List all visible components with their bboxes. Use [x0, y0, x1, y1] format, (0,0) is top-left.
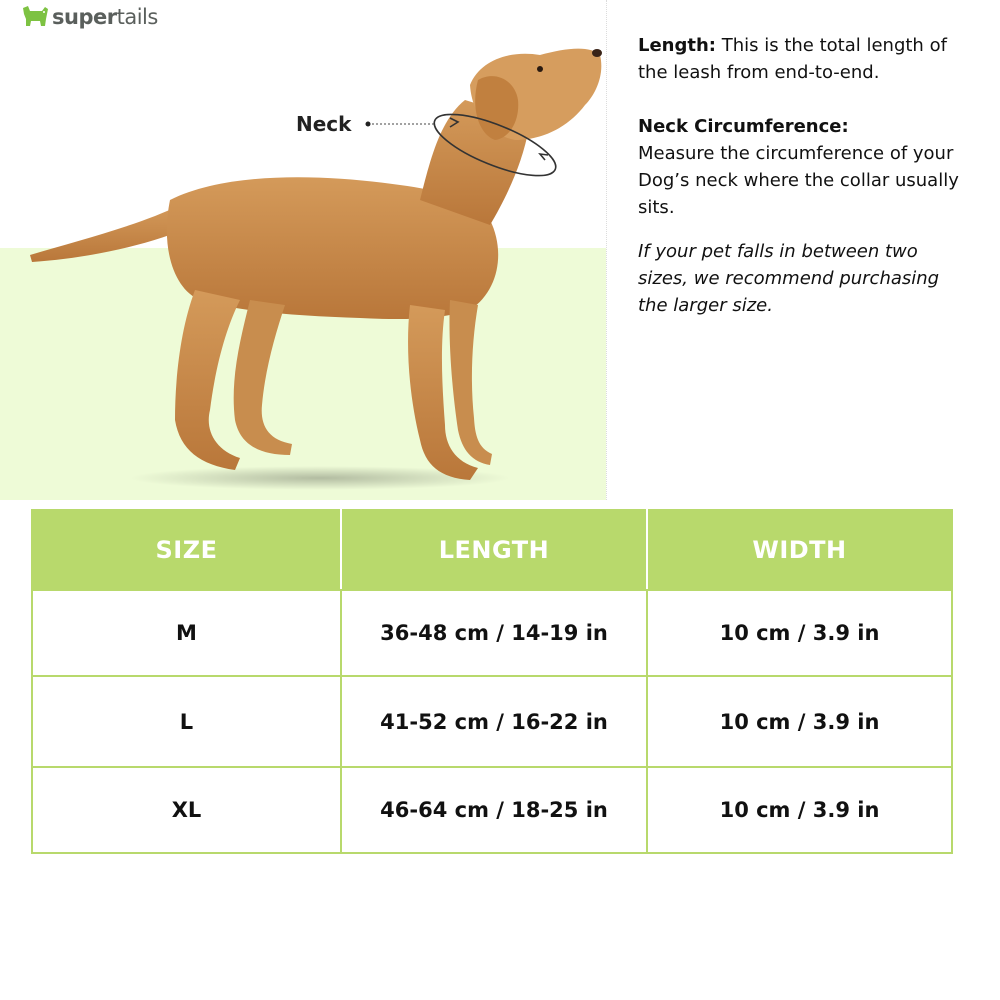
cell-size: L: [32, 676, 341, 767]
table-row: [32, 767, 952, 853]
cell-size: XL: [32, 767, 341, 853]
logo-text-tails: tails: [116, 4, 158, 29]
size-chart-table: [31, 509, 953, 854]
neck-circumference-label: Neck Circumference:: [638, 116, 849, 137]
header-length: LENGTH: [341, 510, 647, 590]
table-row: [32, 676, 952, 767]
table-row: [32, 590, 952, 676]
table-header-row: [32, 510, 952, 590]
info-panel: [638, 32, 968, 319]
length-label: Length:: [638, 35, 716, 56]
cell-size: M: [32, 590, 341, 676]
header-size: SIZE: [32, 510, 341, 590]
neck-circumference-text: Measure the circumference of your Dog’s neck where the collar usually sits.: [638, 143, 959, 218]
cell-width: 10 cm / 3.9 in: [647, 676, 952, 767]
neck-description: [638, 113, 968, 140]
cell-width: 10 cm / 3.9 in: [647, 590, 952, 676]
cell-length: 41-52 cm / 16-22 in: [341, 676, 647, 767]
sizing-note: If your pet falls in between two sizes, we recommend purchasing the larger size.: [638, 241, 940, 316]
cell-width: 10 cm / 3.9 in: [647, 767, 952, 853]
header-width: WIDTH: [647, 510, 952, 590]
hero-divider: [606, 0, 608, 500]
hero-image-area: [0, 0, 606, 500]
logo-text-super: super: [52, 4, 117, 29]
dog-illustration: [0, 0, 606, 500]
cell-length: 36-48 cm / 14-19 in: [341, 590, 647, 676]
neck-label: Neck: [296, 112, 352, 136]
length-text: This is the total length of the leash from end-to-end.: [638, 35, 947, 83]
length-description: [638, 32, 968, 86]
cell-length: 46-64 cm / 18-25 in: [341, 767, 647, 853]
